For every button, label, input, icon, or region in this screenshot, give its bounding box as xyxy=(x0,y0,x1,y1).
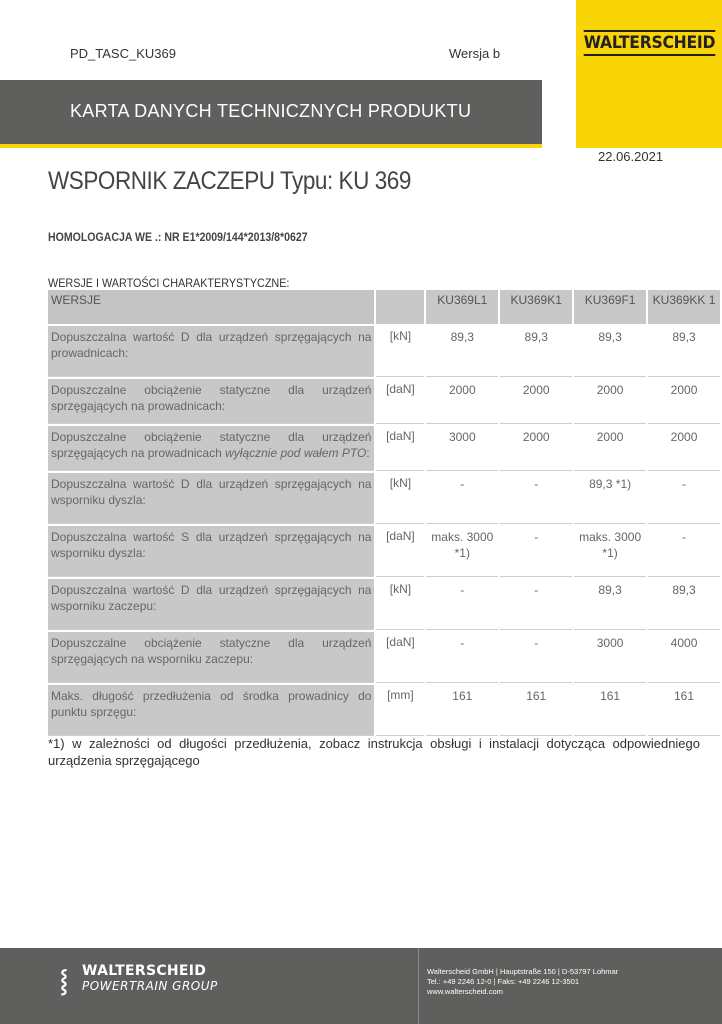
parameter-cell xyxy=(48,379,374,424)
document-date: 22.06.2021 xyxy=(598,149,664,164)
walterscheid-logo-text: WALTERSCHEID xyxy=(583,30,714,56)
column-header-ku369kk1: KU369KK 1 xyxy=(648,290,720,324)
unit-cell: [mm] xyxy=(376,685,424,736)
value-cell: - xyxy=(500,473,572,524)
parameter-label-emphasis: wyłącznie pod wałem PTO xyxy=(225,446,367,460)
table-row xyxy=(48,379,720,424)
title-bar-stripe xyxy=(0,144,542,148)
parameter-label: Dopuszczalna wartość D dla urządzeń sprzęgających na wsporniku dyszla: xyxy=(51,477,372,507)
parameter-cell xyxy=(48,632,374,683)
brand-logo-panel xyxy=(576,0,722,148)
unit-cell: [daN] xyxy=(376,632,424,683)
table-row xyxy=(48,632,720,683)
value-cell: 161 xyxy=(500,685,572,736)
footer-divider xyxy=(418,948,419,1024)
unit-cell: [daN] xyxy=(376,426,424,471)
unit-cell: [kN] xyxy=(376,326,424,377)
column-header-ku369k1: KU369K1 xyxy=(500,290,572,324)
footer-phone: Tel.: +49 2246 12-0 | Faks: +49 2246 12-3501 xyxy=(427,977,580,986)
table-header-row xyxy=(48,290,720,324)
footer-contact xyxy=(427,967,618,997)
value-cell: - xyxy=(500,579,572,630)
value-cell: 2000 xyxy=(426,379,498,424)
footer-website: www.walterscheid.com xyxy=(427,987,503,996)
parameter-cell xyxy=(48,579,374,630)
product-title: WSPORNIK ZACZEPU Typu: KU 369 xyxy=(48,167,411,195)
value-cell: maks. 3000 *1) xyxy=(426,526,498,577)
parameter-label-tail: : xyxy=(366,446,370,460)
value-cell: maks. 3000 *1) xyxy=(574,526,646,577)
footnote: *1) w zależności od długości przedłużenia, zobacz instrukcja obsługi i instalacji dotycząca odpowiedniego urządzenia sprzęgającego xyxy=(48,736,700,768)
table-row xyxy=(48,426,720,471)
table-row xyxy=(48,526,720,577)
parameter-label: Maks. długość przedłużenia od środka prowadnicy do punktu sprzęgu: xyxy=(51,689,372,719)
value-cell: 89,3 xyxy=(574,579,646,630)
value-cell: 2000 xyxy=(500,379,572,424)
table-row xyxy=(48,473,720,524)
value-cell: 161 xyxy=(574,685,646,736)
parameter-cell xyxy=(48,426,374,471)
value-cell: 3000 xyxy=(574,632,646,683)
value-cell: 3000 xyxy=(426,426,498,471)
value-cell: 4000 xyxy=(648,632,720,683)
value-cell: 2000 xyxy=(500,426,572,471)
value-cell: 89,3 xyxy=(648,326,720,377)
document-version: Wersja b xyxy=(449,46,501,61)
value-cell: 89,3 xyxy=(426,326,498,377)
parameter-cell xyxy=(48,326,374,377)
footer-address: Walterscheid GmbH | Hauptstraße 150 | D-53797 Lohmar xyxy=(427,967,619,976)
value-cell: 89,3 xyxy=(500,326,572,377)
versions-heading: WERSJE I WARTOŚCI CHARAKTERYSTYCZNE: xyxy=(48,276,290,290)
unit-cell: [daN] xyxy=(376,526,424,577)
unit-cell: [daN] xyxy=(376,379,424,424)
walterscheid-logo xyxy=(576,30,722,56)
value-cell: 89,3 xyxy=(574,326,646,377)
parameter-label: Dopuszczalna wartość D dla urządzeń sprzęgających na wsporniku zaczepu: xyxy=(51,583,372,613)
footer-logo-name: WALTERSCHEID xyxy=(82,963,207,979)
parameter-label: Dopuszczalne obciążenie statyczne dla urządzeń sprzęgających na wsporniku zaczepu: xyxy=(51,636,372,666)
document-code: PD_TASC_KU369 xyxy=(70,46,176,61)
parameter-cell xyxy=(48,526,374,577)
unit-cell: [kN] xyxy=(376,579,424,630)
parameter-label: Dopuszczalne obciążenie statyczne dla urządzeń sprzęgających na prowadnicach xyxy=(51,430,372,460)
value-cell: - xyxy=(426,473,498,524)
column-header-unit xyxy=(376,290,424,324)
homologation-number: HOMOLOGACJA WE .: NR E1*2009/144*2013/8*0627 xyxy=(48,230,308,244)
parameter-label: Dopuszczalna wartość S dla urządzeń sprzęgających na wsporniku dyszla: xyxy=(51,530,372,560)
table-row xyxy=(48,326,720,377)
walterscheid-mark-icon: ⸾ xyxy=(60,969,68,994)
value-cell: - xyxy=(426,632,498,683)
table-row xyxy=(48,579,720,630)
value-cell: - xyxy=(500,632,572,683)
value-cell: 2000 xyxy=(574,379,646,424)
value-cell: - xyxy=(426,579,498,630)
unit-cell: [kN] xyxy=(376,473,424,524)
value-cell: 2000 xyxy=(648,426,720,471)
parameter-cell xyxy=(48,473,374,524)
column-header-ku369l1: KU369L1 xyxy=(426,290,498,324)
parameter-cell xyxy=(48,685,374,736)
value-cell: - xyxy=(648,473,720,524)
value-cell: 2000 xyxy=(574,426,646,471)
column-header-ku369f1: KU369F1 xyxy=(574,290,646,324)
column-header-versions: WERSJE xyxy=(48,290,374,324)
value-cell: 89,3 xyxy=(648,579,720,630)
parameter-label: Dopuszczalne obciążenie statyczne dla urządzeń sprzęgających na prowadnicach: xyxy=(51,383,372,413)
value-cell: 161 xyxy=(426,685,498,736)
value-cell: 2000 xyxy=(648,379,720,424)
footer-logo-subtitle: POWERTRAIN GROUP xyxy=(82,979,218,993)
value-cell: 89,3 *1) xyxy=(574,473,646,524)
specifications-table xyxy=(46,288,722,738)
parameter-label: Dopuszczalna wartość D dla urządzeń sprzęgających na prowadnicach: xyxy=(51,330,372,360)
value-cell: - xyxy=(500,526,572,577)
table-row xyxy=(48,685,720,736)
value-cell: - xyxy=(648,526,720,577)
document-title: KARTA DANYCH TECHNICZNYCH PRODUKTU xyxy=(70,101,472,121)
value-cell: 161 xyxy=(648,685,720,736)
